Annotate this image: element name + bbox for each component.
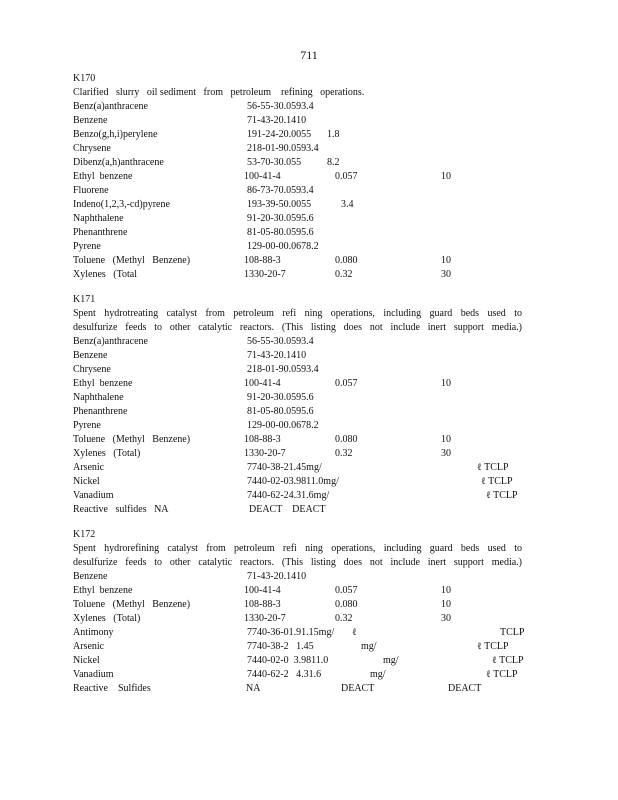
k171-r9-c2: 7740-38-21.45mg/ [247, 462, 322, 473]
k171-r3-c1: Ethyl benzene [73, 378, 133, 389]
k171-r12-c2: DEACT DEACT [249, 504, 326, 515]
k172-r2-c4: 10 [441, 599, 451, 610]
k171-r6-c2: 129-00-00.0678.2 [247, 420, 319, 431]
k172-r8-c1: Reactive Sulfides [73, 683, 151, 694]
k170-r11-c4: 10 [441, 255, 451, 266]
k171-r10-c1: Nickel [73, 476, 100, 487]
k171-r3-c2: 100-41-4 [244, 378, 281, 389]
k170-r8-c2: 91-20-30.0595.6 [247, 213, 314, 224]
k172-r2-c1: Toluene (Methyl Benzene) [73, 599, 191, 610]
k170-r11-c1: Toluene (Methyl Benzene) [73, 255, 191, 266]
k171-r6-c1: Pyrene [73, 420, 101, 431]
k172-r5-c1: Arsenic [73, 641, 105, 652]
k172-r7-c2b: mg/ [370, 669, 386, 680]
k170-r5-c2: 100-41-4 [244, 171, 281, 182]
k172-r1-c2: 100-41-4 [244, 585, 281, 596]
k172-r0-c1: Benzene [73, 571, 108, 582]
k172-r7-c5: ℓ TCLP [486, 669, 518, 680]
k172-r2-c2: 108-88-3 [244, 599, 281, 610]
k170-r12-c4: 30 [441, 269, 451, 280]
k170-r3-c1: Chrysene [73, 143, 111, 154]
k172-r4-c1: Antimony [73, 627, 114, 638]
k170-r7-c3: 3.4 [341, 199, 354, 210]
k170-r7-c2: 193-39-50.0055 [247, 199, 312, 210]
k172-r7-c1: Vanadium [73, 669, 114, 680]
k172-r6-c2b: mg/ [383, 655, 399, 666]
k171-r5-c2: 81-05-80.0595.6 [247, 406, 314, 417]
k172-r3-c1: Xylenes (Total) [73, 613, 141, 624]
k171-r0-c2: 56-55-30.0593.4 [247, 336, 314, 347]
k170-r3-c2: 218-01-90.0593.4 [247, 143, 319, 154]
k171-r11-c1: Vanadium [73, 490, 114, 501]
k171-r9-c1: Arsenic [73, 462, 105, 473]
k172-r8-c2: NA [246, 683, 261, 694]
k170-r12-c3: 0.32 [335, 269, 353, 280]
k171-r8-c1: Xylenes (Total) [73, 448, 141, 459]
k172-r3-c3: 0.32 [335, 613, 353, 624]
k172-r1-c1: Ethyl benzene [73, 585, 133, 596]
k170-r1-c1: Benzene [73, 115, 108, 126]
k171-r0-c1: Benz(a)anthracene [73, 336, 148, 347]
k172-r3-c4: 30 [441, 613, 451, 624]
k171-r8-c3: 0.32 [335, 448, 353, 459]
k172-r4-c2b: ℓ [352, 627, 357, 638]
k172-r5-c5: ℓ TCLP [477, 641, 509, 652]
k170-r12-c1: Xylenes (Total [73, 269, 138, 280]
k171-r2-c2: 218-01-90.0593.4 [247, 364, 319, 375]
k170-description: Clarified slurry oil sediment from petroleum refining operations. [73, 87, 365, 98]
k170-r7-c1: Indeno(1,2,3,-cd)pyrene [73, 199, 170, 210]
k172-r6-c2: 7440-02-0 3.9811.0 [247, 655, 329, 666]
k170-r9-c2: 81-05-80.0595.6 [247, 227, 314, 238]
k171-r8-c2: 1330-20-7 [244, 448, 286, 459]
k171-r3-c3: 0.057 [335, 378, 358, 389]
k171-r3-c4: 10 [441, 378, 451, 389]
k171-r1-c2: 71-43-20.1410 [247, 350, 307, 361]
k172-description-line2: desulfurize feeds to other catalytic reactors. (This listing does not include inert support media.) [73, 557, 522, 568]
k172-r5-c2b: mg/ [361, 641, 377, 652]
k170-r6-c1: Fluorene [73, 185, 109, 196]
k172-r1-c4: 10 [441, 585, 451, 596]
k171-r11-c2: 7440-62-24.31.6mg/ [247, 490, 330, 501]
k170-r4-c1: Dibenz(a,h)anthracene [73, 157, 164, 168]
k171-code: K171 [73, 294, 96, 305]
k170-r5-c4: 10 [441, 171, 451, 182]
k171-r1-c1: Benzene [73, 350, 108, 361]
k172-r2-c3: 0.080 [335, 599, 358, 610]
k170-r4-c2: 53-70-30.055 [247, 157, 302, 168]
k170-r2-c3: 1.8 [327, 129, 340, 140]
k171-r7-c4: 10 [441, 434, 451, 445]
k172-description-line1: Spent hydrorefining catalyst from petroleum refi ning operations, including guard beds used to [73, 543, 522, 554]
k172-r4-c2: 7740-36-01.91.15mg/ [247, 627, 335, 638]
k171-r5-c1: Phenanthrene [73, 406, 128, 417]
k171-r2-c1: Chrysene [73, 364, 111, 375]
k171-description-line1: Spent hydrotreating catalyst from petroleum refi ning operations, including guard beds used to [73, 308, 522, 319]
k170-r8-c1: Naphthalene [73, 213, 124, 224]
k171-r12-c1: Reactive sulfides NA [73, 504, 169, 515]
k172-r6-c1: Nickel [73, 655, 100, 666]
k171-r7-c3: 0.080 [335, 434, 358, 445]
k172-r7-c2: 7440-62-2 4.31.6 [247, 669, 322, 680]
k170-r0-c2: 56-55-30.0593.4 [247, 101, 314, 112]
k170-r10-c2: 129-00-00.0678.2 [247, 241, 319, 252]
k171-r4-c2: 91-20-30.0595.6 [247, 392, 314, 403]
k171-description-line2: desulfurize feeds to other catalytic reactors. (This listing does not include inert support media.) [73, 322, 522, 333]
k172-r4-c5: TCLP [500, 627, 525, 638]
k170-r2-c2: 191-24-20.0055 [247, 129, 312, 140]
k170-r11-c2: 108-88-3 [244, 255, 281, 266]
k172-r0-c2: 71-43-20.1410 [247, 571, 307, 582]
k171-r10-c2: 7440-02-03.9811.0mg/ [247, 476, 339, 487]
k170-r9-c1: Phenanthrene [73, 227, 128, 238]
k172-r8-c2b: DEACT [341, 683, 375, 694]
k171-r4-c1: Naphthalene [73, 392, 124, 403]
k170-r5-c1: Ethyl benzene [73, 171, 133, 182]
k170-r5-c3: 0.057 [335, 171, 358, 182]
k170-r11-c3: 0.080 [335, 255, 358, 266]
k170-r12-c2: 1330-20-7 [244, 269, 286, 280]
k171-r7-c2: 108-88-3 [244, 434, 281, 445]
k171-r11-c5: ℓ TCLP [486, 490, 518, 501]
k172-r1-c3: 0.057 [335, 585, 358, 596]
k170-r6-c2: 86-73-70.0593.4 [247, 185, 314, 196]
k170-r0-c1: Benz(a)anthracene [73, 101, 148, 112]
k170-r4-c3: 8.2 [327, 157, 340, 168]
k171-r8-c4: 30 [441, 448, 451, 459]
k171-r10-c5: ℓ TCLP [481, 476, 513, 487]
k172-r6-c5: ℓ TCLP [492, 655, 524, 666]
k172-r8-c5: DEACT [448, 683, 482, 694]
k172-r3-c2: 1330-20-7 [244, 613, 286, 624]
k172-code: K172 [73, 529, 96, 540]
k171-r9-c5: ℓ TCLP [477, 462, 509, 473]
k170-r10-c1: Pyrene [73, 241, 101, 252]
page-number: 711 [300, 48, 318, 62]
k171-r7-c1: Toluene (Methyl Benzene) [73, 434, 191, 445]
k170-code: K170 [73, 73, 96, 84]
k170-r2-c1: Benzo(g,h,i)perylene [73, 129, 158, 140]
k172-r5-c2: 7740-38-2 1.45 [247, 641, 314, 652]
k170-r1-c2: 71-43-20.1410 [247, 115, 307, 126]
